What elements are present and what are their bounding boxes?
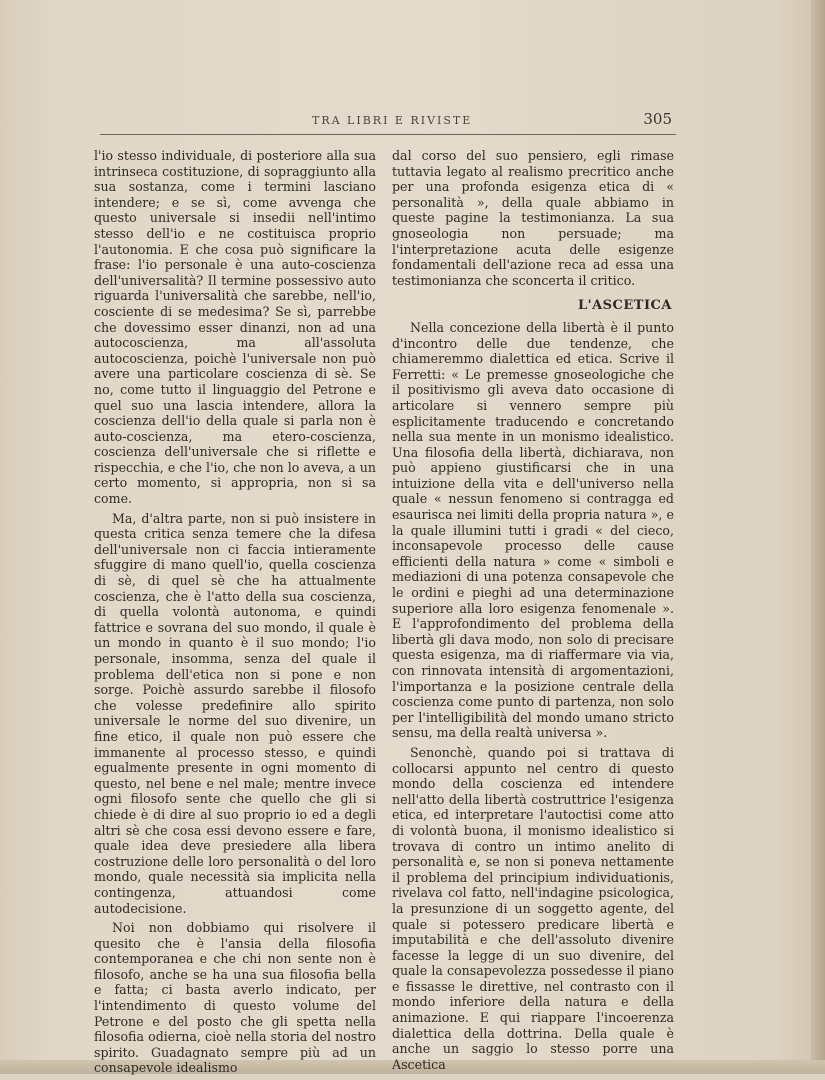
- running-head: TRA LIBRI E RIVISTE: [312, 114, 473, 127]
- page-number: 305: [643, 110, 672, 128]
- page-header: [100, 112, 676, 135]
- page-edge-right: [811, 0, 825, 1074]
- paragraph: dal corso del suo pensiero, egli rimase tuttavia legato al realismo precritico anche per una profonda esigenza etica di « personalità », della quale abbiamo in queste pagine la testimonianza. La sua gnoseologia non persuade; ma l'interpretazione acuta delle esigenze fondamentali dell'azione reca ad essa una testimonianza che sconcerta il critico.: [392, 148, 674, 288]
- paragraph: Nella concezione della libertà è il punto d'incontro delle due tendenze, che chiameremmo dialettica ed etica. Scrive il Ferretti: « Le premesse gnoseologiche che il positivismo gli aveva dato occasione di articolare si vennero sempre più esplicitamente traducendo e concretando nella sua mente in un monismo idealistico. Una filosofia della libertà, dichiarava, non può appieno giustificarsi che in una intuizione della vita e dell'universo nella quale « nessun fenomeno si contragga ed esaurisca nei limiti della propria natura », e la quale illumini tutti i gradi « del cieco, inconsapevole processo delle cause efficienti della natura » come « simboli e mediazioni di una potenza consapevole che le ordini e pieghi ad una determinazione superiore alla loro esigenza fenomenale ». E l'approfondimento del problema della libertà gli dava modo, non solo di precisare questa esigenza, ma di riaffermare via via, con rinnovata intensità di argomentazioni, l'importanza e la posizione centrale della coscienza come punto di partenza, non solo per l'intelligibilità del mondo umano stricto sensu, ma della realtà universa ».: [392, 319, 674, 741]
- paragraph: l'io stesso individuale, di posteriore alla sua intrinseca costituzione, di sopraggiunto alla sua sostanza, come i termini lasciano intendere; e se sì, come avvenga che questo universale si insedii nell'intimo stesso dell'io e ne costituisca proprio l'autonomia. E che cosa può significare la frase: l'io personale è una auto-coscienza dell'universalità? Il termine possessivo auto riguarda l'universalità che sarebbe, nell'io, cosciente di se medesima? Se sì, parrebbe che dovessimo esser dinanzi, non ad una autocoscienza, ma all'assoluta autocoscienza, poichè l'universale non può avere una particolare coscienza di sè. Se no, come tutto il linguaggio del Petrone e quel suo una lascia intendere, allora la coscienza dell'io della quale si parla non è auto-coscienza, ma etero-coscienza, coscienza dell'universale che si riflette e rispecchia, e che l'io, che non lo aveva, a un certo momento, si appropria, non si sa come.: [94, 148, 376, 507]
- left-column: [94, 148, 376, 1080]
- paragraph: Noi non dobbiamo qui risolvere il quesito che è l'ansia della filosofia contemporanea e che chi non sente non è filosofo, anche se ha una sua filosofia bella e fatta; ci basta averlo indicato, per l'intendimento di questo volume del Petrone e del posto che gli spetta nella filosofia odierna, cioè nella storia del nostro spirito. Guadagnato sempre più ad un consapevole idealismo: [94, 920, 376, 1076]
- section-title: L'ASCETICA: [577, 298, 672, 314]
- right-column: [392, 148, 674, 1076]
- paragraph: Senonchè, quando poi si trattava di collocarsi appunto nel centro di questo mondo della coscienza ed intendere nell'atto della libertà costruttrice l'esigenza etica, ed interpretare l'autoctisi come atto di volontà buona, il monismo idealistico si trovava di contro un intimo anelito di personalità e, se non si poneva nettamente il problema del principium individuationis, rivelava col fatto, nell'indagine psicologica, la presunzione di un soggetto agente, del quale si potessero predicare libertà e imputabilità e che dell'assoluto divenire facesse la legge di un suo divenire, del quale la consapevolezza possedesse il piano e fissasse le direttive, nel contrasto con il mondo inferiore della natura e della animazione. E qui riappare l'incoerenza dialettica della dottrina. Della quale è anche un saggio lo stesso porre una Ascetica: [392, 744, 674, 1072]
- paragraph: Ma, d'altra parte, non si può insistere in questa critica senza temere che la difesa dell'universale non ci faccia intieramente sfuggire di mano quell'io, quella coscienza di sè, di quel sè che ha attualmente coscienza, che è l'atto della sua coscienza, di quella volontà autonoma, e quindi fattrice e sovrana del suo mondo, il quale è un mondo in quanto è il suo mondo; l'io personale, insomma, senza del quale il problema dell'etica non si pone e non sorge. Poichè assurdo sarebbe il filosofo che volesse predefinire allo spirito universale le norme del suo divenire, un fine etico, il quale non può essere che immanente al processo stesso, e quindi egualmente presente in ogni momento di questo, nel bene e nel male; mentre invece ogni filosofo sente che quello che gli si chiede è di dire al suo proprio io ed a degli altri sè che cosa essi devono essere e fare, quale idea deve presiedere alla libera costruzione delle loro personalità o del loro mondo, quale necessità sia implicita nella contingenza, attuandosi come autodecisione.: [94, 510, 376, 916]
